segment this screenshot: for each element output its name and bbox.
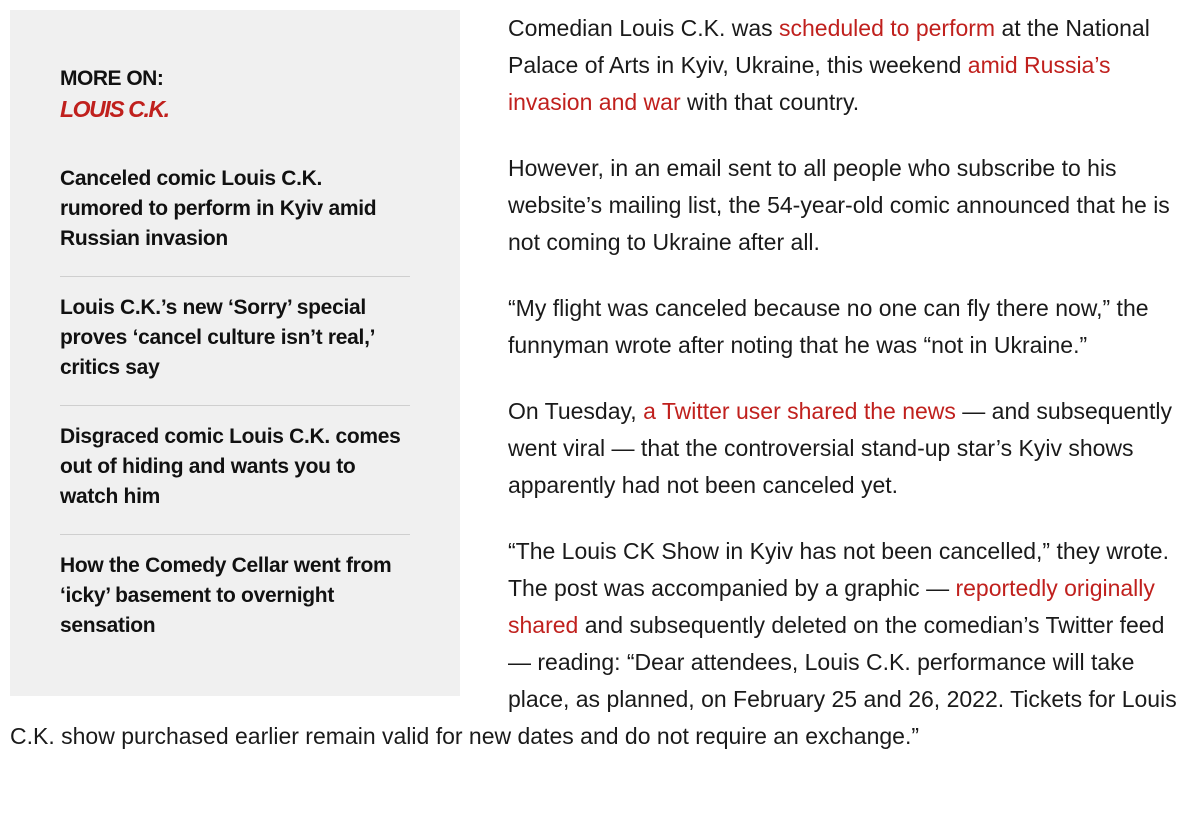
list-item [60, 277, 410, 406]
paragraph-text: and subsequently deleted on the comedian’s Twitter feed — reading: “Dear attendees, Louis C.K. performance will take place, as planned, on February 25 and 26, 2022. Tickets for Louis C.K. show purchased earlier remain valid for new dates and do not require an exchange.” [10, 612, 1177, 749]
russia-invasion-link[interactable]: amid Russia’s invasion and war [508, 52, 1111, 115]
related-sidebar [10, 10, 460, 696]
reportedly-originally-shared-link[interactable]: reportedly originally shared [508, 575, 1155, 638]
article-paragraph: However, in an email sent to all people who subscribe to his website’s mailing list, the 54-year-old comic announced that he is not coming to Ukraine after all. [508, 155, 1170, 255]
paragraph-text: at the National Palace of Arts in Kyiv, Ukraine, this weekend [508, 15, 1150, 78]
twitter-user-shared-link[interactable]: a Twitter user shared the news [643, 398, 956, 424]
related-article-link[interactable]: Louis C.K.’s new ‘Sorry’ special proves ‘cancel culture isn’t real,’ critics say [60, 296, 374, 379]
paragraph-text: with that country. [680, 89, 860, 115]
paragraph-text: Comedian Louis C.K. was [508, 15, 780, 41]
list-item [60, 406, 410, 535]
list-item [60, 148, 410, 277]
paragraph-text: — and subsequently went viral — that the controversial stand-up star’s Kyiv shows apparently had not been canceled yet. [508, 398, 1172, 498]
paragraph-text: On Tuesday, [508, 398, 644, 424]
related-list [60, 148, 410, 663]
related-article-link[interactable]: Disgraced comic Louis C.K. comes out of hiding and wants you to watch him [60, 425, 401, 508]
list-item [60, 535, 410, 663]
sidebar-topic-link[interactable]: LOUIS C.K. [60, 96, 169, 122]
article-paragraph: “My flight was canceled because no one can fly there now,” the funnyman wrote after noting that he was “not in Ukraine.” [508, 295, 1149, 358]
related-article-link[interactable]: Canceled comic Louis C.K. rumored to perform in Kyiv amid Russian invasion [60, 167, 377, 250]
scheduled-to-perform-link[interactable]: scheduled to perform [779, 15, 996, 41]
sidebar-heading: MORE ON: [60, 67, 164, 90]
article-body [10, 0, 1192, 755]
paragraph-text: “The Louis CK Show in Kyiv has not been cancelled,” they wrote. The post was accompanied by a graphic — [508, 538, 1169, 601]
related-article-link[interactable]: How the Comedy Cellar went from ‘icky’ basement to overnight sensation [60, 554, 392, 637]
